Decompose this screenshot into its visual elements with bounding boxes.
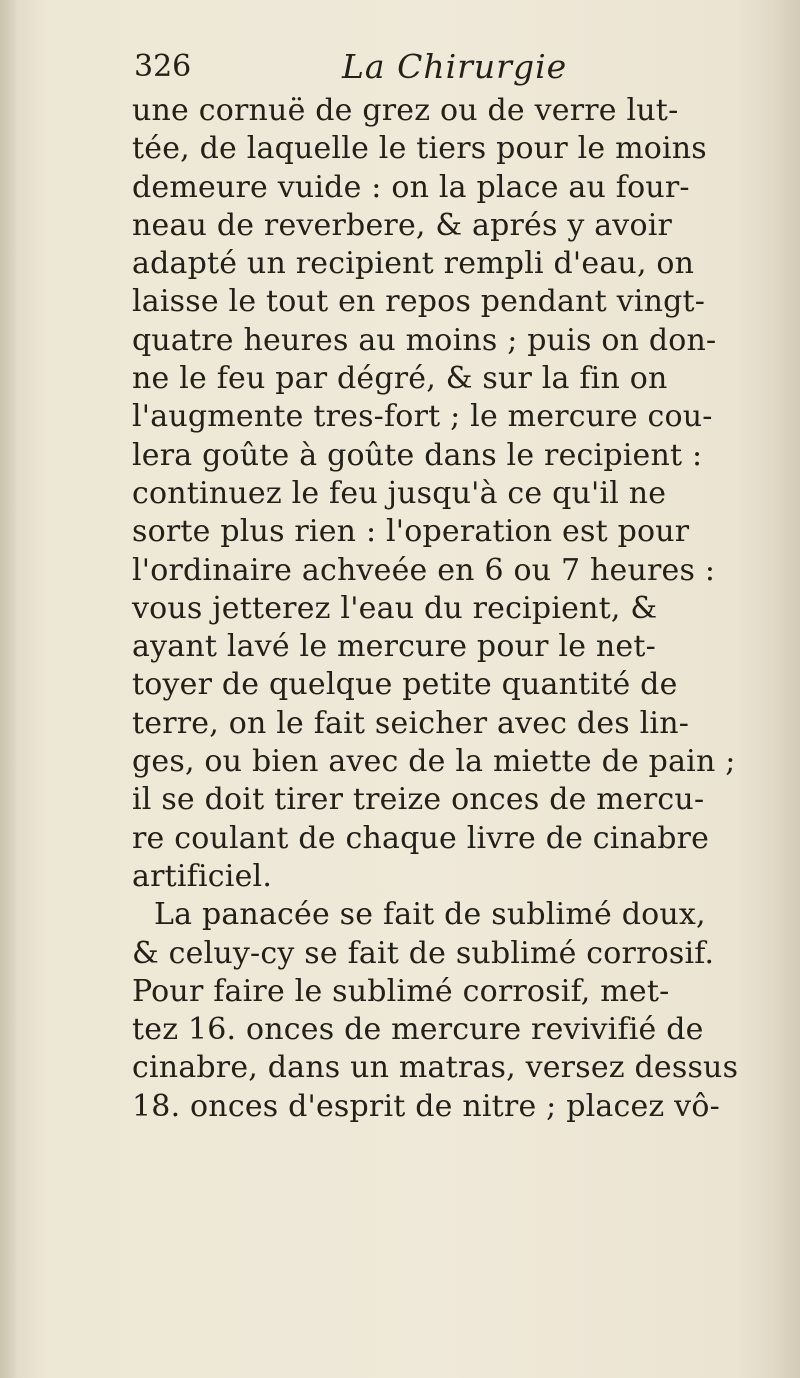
text-line: l'ordinaire achveée en 6 ou 7 heures : xyxy=(132,552,716,588)
text-line: tée, de laquelle le tiers pour le moins xyxy=(132,131,707,167)
text-line: demeure vuide : on la place au four- xyxy=(132,169,690,205)
page-edge xyxy=(778,0,800,1378)
text-line: lera goûte à goûte dans le recipient : xyxy=(132,437,703,473)
text-line: vous jetterez l'eau du recipient, & xyxy=(132,590,658,626)
text-line: ayant lavé le mercure pour le net- xyxy=(132,629,656,665)
text-line: & celuy-cy se fait de sublimé corrosif. xyxy=(132,935,715,971)
text-line: re coulant de chaque livre de cinabre xyxy=(132,820,710,856)
text-line: laisse le tout en repos pendant vingt- xyxy=(132,284,706,320)
text-block xyxy=(132,42,739,1126)
text-line: ges, ou bien avec de la miette de pain ; xyxy=(132,744,736,780)
text-line: artificiel. xyxy=(132,858,273,894)
text-line: Pour faire le sublimé corrosif, met- xyxy=(132,973,670,1009)
text-line: cinabre, dans un matras, versez dessus xyxy=(132,1050,739,1086)
text-line: 18. onces d'esprit de nitre ; placez vô- xyxy=(132,1088,720,1124)
text-line: l'augmente tres-fort ; le mercure cou- xyxy=(132,399,713,435)
text-line: quatre heures au moins ; puis on don- xyxy=(132,322,717,358)
paragraph-start-line: La panacée se fait de sublimé doux, xyxy=(154,897,706,933)
page-number: 326 xyxy=(134,49,192,84)
text-line: toyer de quelque petite quantité de xyxy=(132,667,678,703)
page-header xyxy=(132,42,722,92)
text-line: neau de reverbere, & aprés y avoir xyxy=(132,207,673,243)
running-title: La Chirurgie xyxy=(342,47,568,86)
text-line: terre, on le fait seicher avec des lin- xyxy=(132,705,690,741)
gutter-shadow xyxy=(0,0,18,1378)
text-line: ne le feu par dégré, & sur la fin on xyxy=(132,361,668,397)
text-line: il se doit tirer treize onces de mercu- xyxy=(132,782,705,818)
text-line: sorte plus rien : l'operation est pour xyxy=(132,514,690,550)
text-line: tez 16. onces de mercure revivifié de xyxy=(132,1012,704,1048)
text-line: adapté un recipient rempli d'eau, on xyxy=(132,246,695,282)
text-line: continuez le feu jusqu'à ce qu'il ne xyxy=(132,475,667,511)
text-line: une cornuë de grez ou de verre lut- xyxy=(132,93,679,128)
